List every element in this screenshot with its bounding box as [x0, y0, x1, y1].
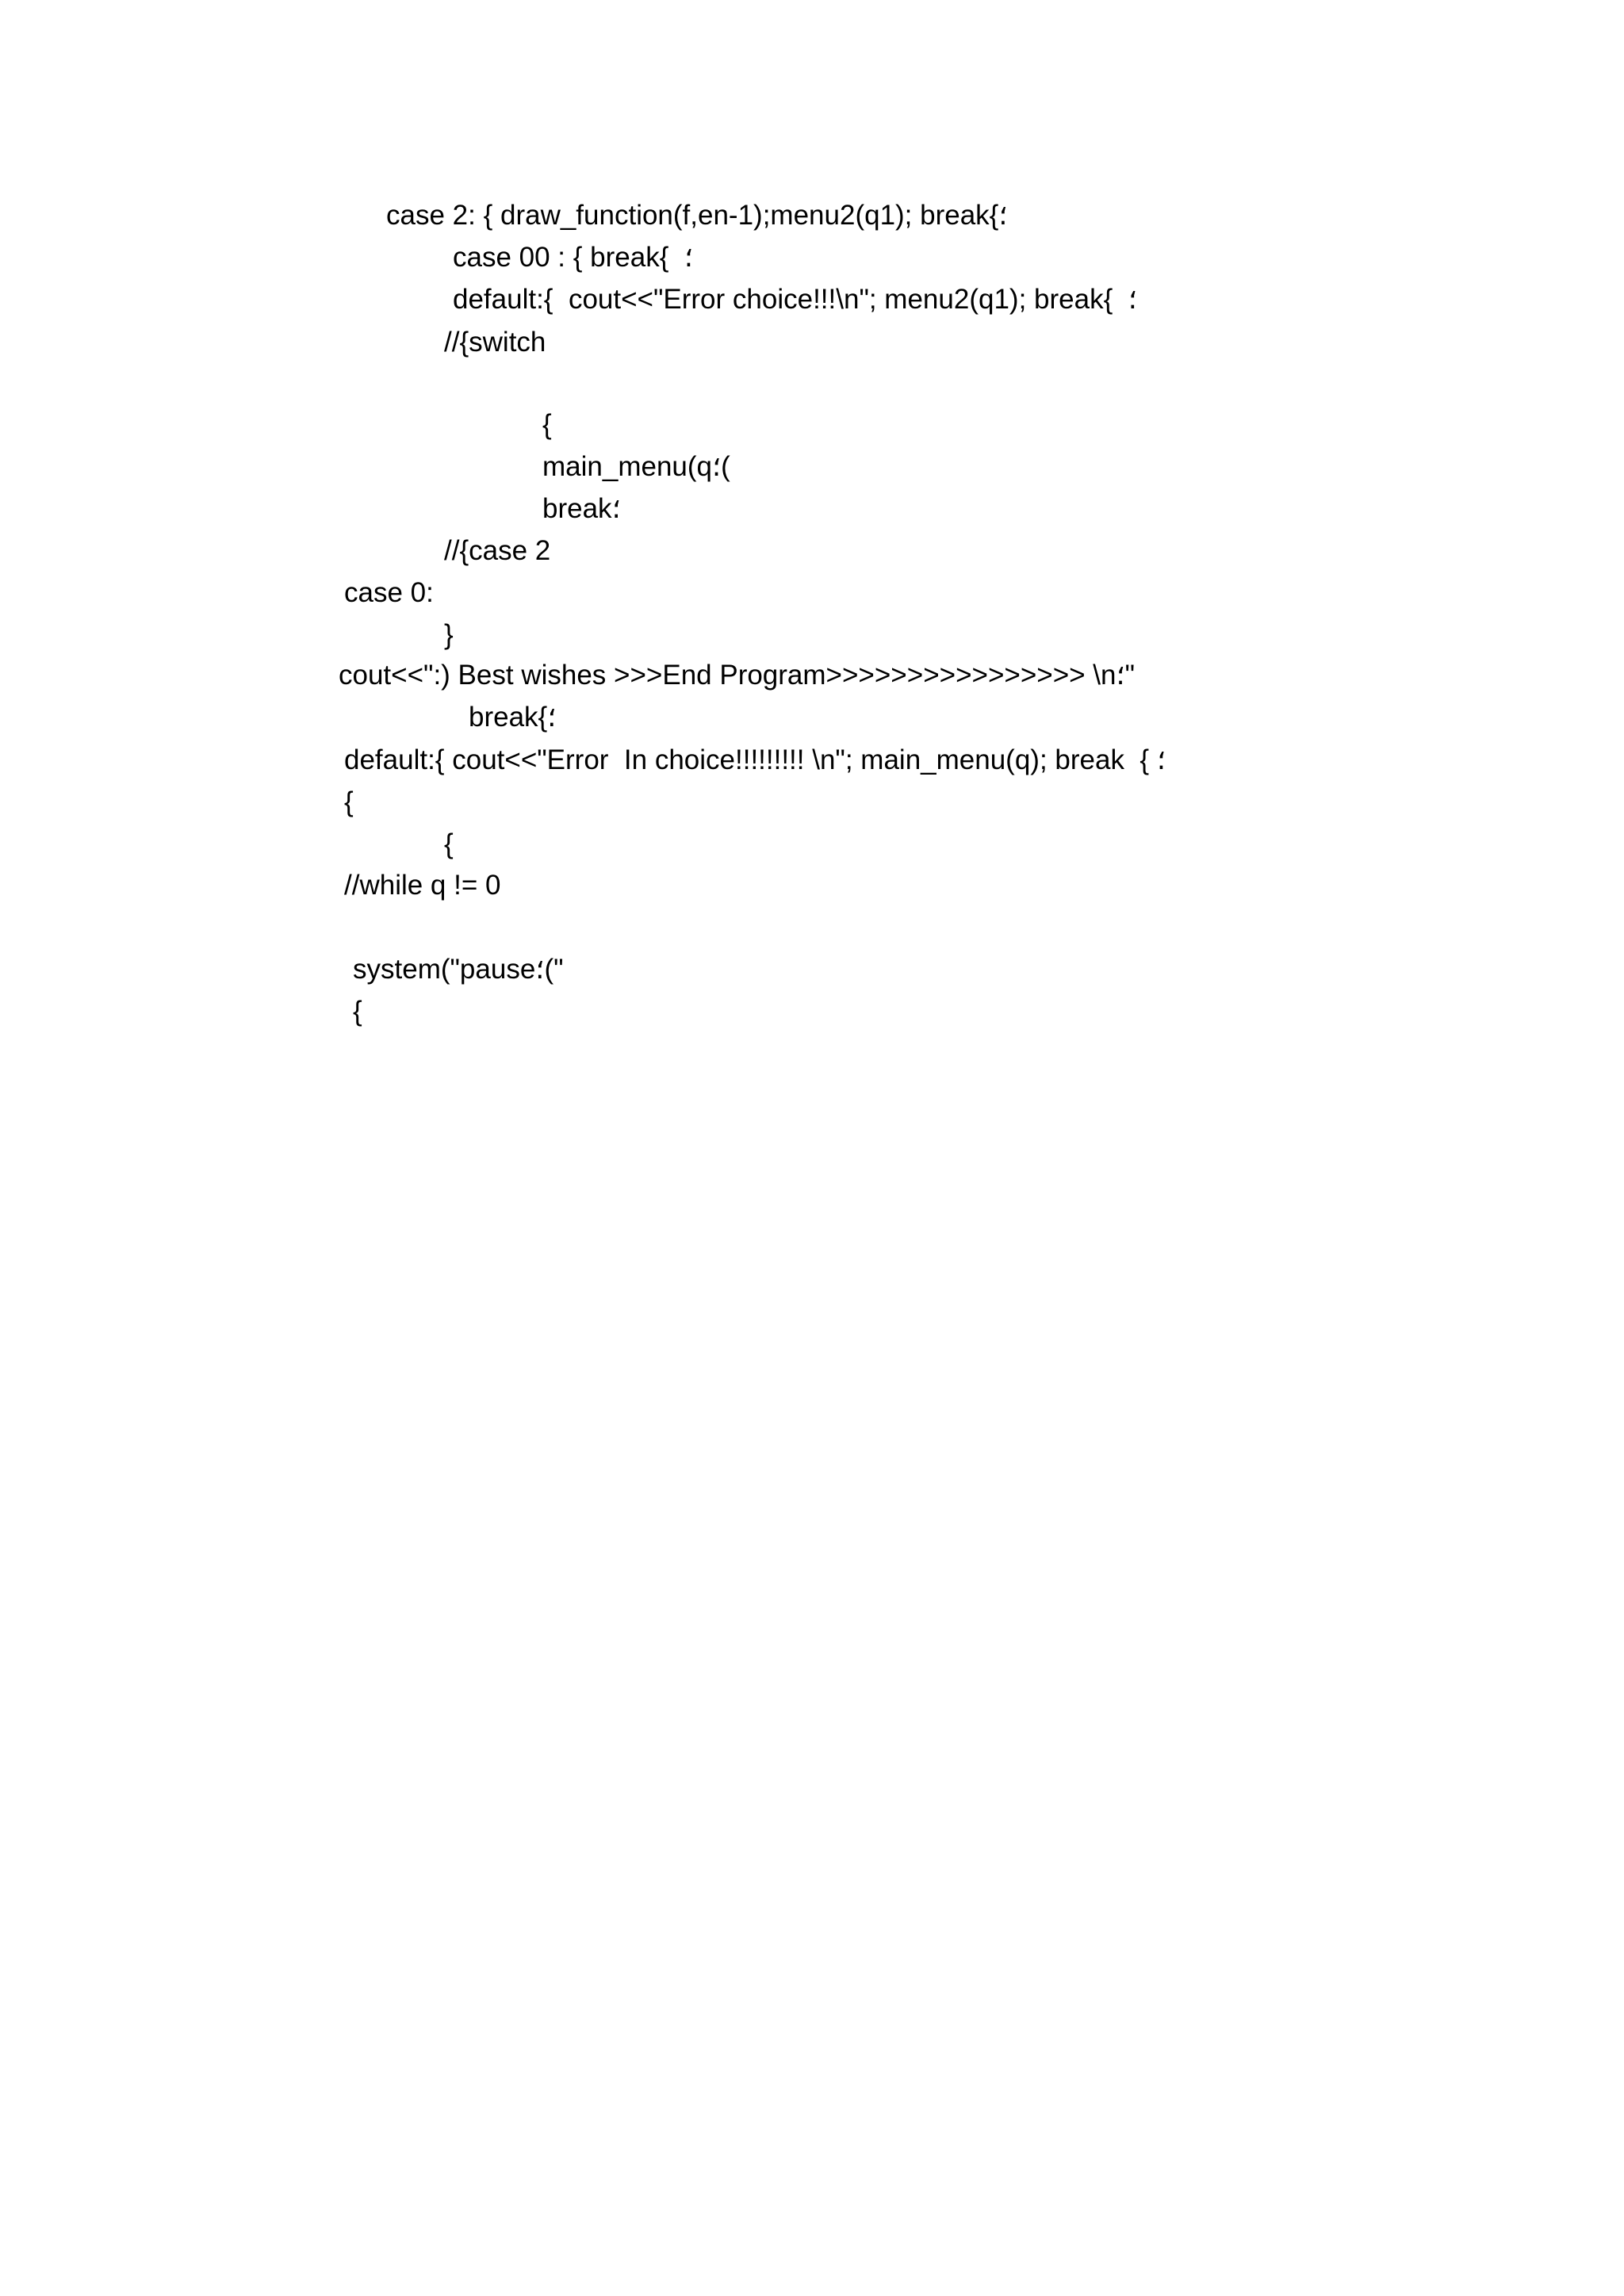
code-line: break{؛ — [469, 702, 557, 733]
code-line: system("pause؛(" — [353, 954, 564, 985]
code-line: //while q != 0 — [344, 870, 501, 901]
code-line: default:{ cout<<"Error In choice!!!!!!!!! \n"; main_menu(q); break { ؛ — [344, 744, 1166, 775]
code-line: { — [344, 786, 354, 817]
code-line: //{case 2 — [444, 535, 551, 566]
code-line: { — [542, 409, 552, 440]
code-line: } — [444, 619, 454, 650]
code-line: case 2: { draw_function(f,en-1);menu2(q1); break{؛ — [386, 200, 1008, 231]
code-line: main_menu(q؛( — [542, 451, 730, 482]
code-line: { — [353, 996, 362, 1027]
code-line: //{switch — [444, 327, 546, 358]
code-line: break؛ — [542, 493, 621, 524]
code-line: default:{ cout<<"Error choice!!!\n"; menu2(q1); break{ ؛ — [453, 284, 1137, 315]
code-line: cout<<":) Best wishes >>>End Program>>>>>>>>>>>>>>>> \n؛" — [339, 660, 1136, 691]
code-line: { — [444, 828, 454, 859]
code-line: case 0: — [344, 577, 434, 608]
code-line: case 00 : { break{ ؛ — [453, 242, 694, 273]
